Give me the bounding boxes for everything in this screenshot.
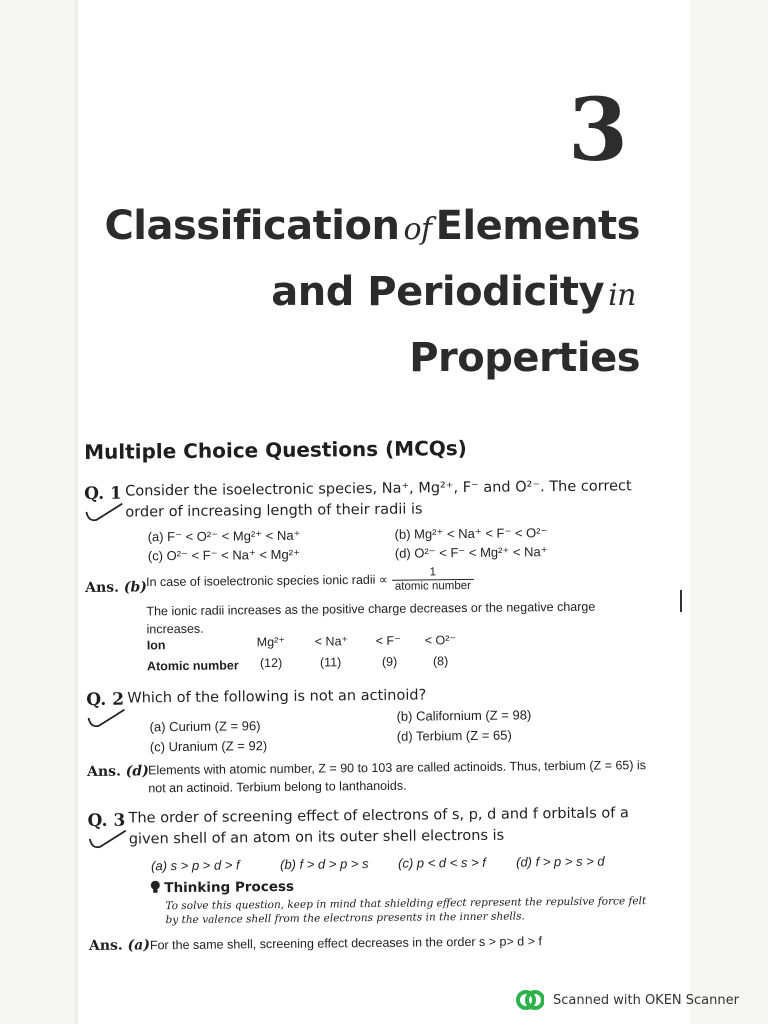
scanner-watermark <box>516 989 739 1011</box>
ion-table <box>147 632 467 675</box>
atomic-number-cell: (12) <box>259 655 283 671</box>
atomic-number-cell: (11) <box>319 655 342 670</box>
question-text-line: The order of screening effect of electrons of s, p, d and f orbitals of a <box>128 805 629 827</box>
ionic-radii-fraction <box>392 566 474 594</box>
ion-cell: < F⁻ <box>375 633 401 648</box>
question-2-option-a: (a) Curium (Z = 96) <box>149 718 261 735</box>
fraction-numerator: 1 <box>392 566 474 581</box>
answer-1-label <box>85 579 147 596</box>
scanner-text: Scanned with OKEN Scanner <box>553 992 739 1008</box>
ion-cell: < Na⁺ <box>314 634 349 649</box>
answer-prefix: Ans. <box>87 763 121 780</box>
lightbulb-icon <box>149 880 161 894</box>
tick-mark-icon <box>84 502 124 524</box>
answer-option: (b) <box>123 579 147 596</box>
ion-header: Ion <box>146 638 166 653</box>
answer-3-text: For the same shell, screening effect decreases in the order s > p> d > f <box>149 934 542 953</box>
chapter-title-word: Elements <box>435 203 640 249</box>
question-text-line: order of increasing length of their radii is <box>125 501 423 521</box>
question-3-text <box>128 803 648 850</box>
fraction-denominator: atomic number <box>394 579 471 593</box>
margin-mark <box>680 590 682 612</box>
tick-mark-icon <box>86 708 126 730</box>
question-3-option-d: (d) f > p > s > d <box>515 853 605 870</box>
answer-1-text <box>146 564 647 638</box>
question-text-line: given shell of an atom on its outer shell electrons is <box>128 827 505 848</box>
section-heading: Multiple Choice Questions (MCQs) <box>84 435 467 464</box>
answer-3-label <box>89 937 150 954</box>
question-number: Q. 3 <box>87 810 126 831</box>
chapter-title-word: and Periodicity <box>271 269 605 315</box>
question-1-text <box>125 476 645 523</box>
tick-mark-icon <box>88 829 128 851</box>
chapter-number: 3 <box>568 80 628 181</box>
ion-cell: < O²⁻ <box>424 633 457 648</box>
answer-prefix: Ans. <box>88 937 123 954</box>
answer-2-text: Elements with atomic number, Z = 90 to 103 are called actinoids. Thus, terbium (Z = 65) is not an actinoid. Terbium belong to lanthanoids. <box>148 758 647 796</box>
question-3-option-c: (c) p < d < s > f <box>397 854 486 871</box>
question-number: Q. 1 <box>84 483 122 504</box>
chapter-title-word: Properties <box>409 335 640 381</box>
question-3-option-b: (b) f > d > p > s <box>280 856 369 872</box>
chapter-title-connector: of <box>403 212 432 247</box>
answer-text: In case of isoelectronic species ionic radii ∝ <box>146 572 388 590</box>
answer-prefix: Ans. <box>85 579 120 596</box>
answer-text: The ionic radii increases as the positive charge decreases or the negative charge increases. <box>146 599 596 637</box>
question-text-line: Consider the isoelectronic species, Na⁺, Mg²⁺, F⁻ and O²⁻. The correct <box>125 478 632 500</box>
answer-option: (a) <box>127 937 151 954</box>
thinking-title-text: Thinking Process <box>164 878 295 897</box>
question-1-label <box>84 484 122 504</box>
question-2-text: Which of the following is not an actinoid? <box>127 687 427 707</box>
answer-option: (d) <box>125 763 149 780</box>
chapter-title <box>80 195 640 390</box>
question-2-option-b: (b) Californium (Z = 98) <box>396 707 532 724</box>
scanner-logo-icon <box>516 989 544 1011</box>
question-number: Q. 2 <box>86 689 125 710</box>
question-2-option-d: (d) Terbium (Z = 65) <box>396 727 512 744</box>
chapter-title-connector: in <box>608 278 636 313</box>
question-1-option-a: (a) F⁻ < O²⁻ < Mg²⁺ < Na⁺ <box>147 527 301 545</box>
question-2-option-c: (c) Uranium (Z = 92) <box>149 738 268 755</box>
question-2-label <box>86 690 124 710</box>
question-3-label <box>88 811 126 831</box>
thinking-process-text: To solve this question, keep in mind that shielding effect represent the repulsive force felt by the valence shell from the electrons presents in the inner shells. <box>165 895 647 927</box>
question-1-option-b: (b) Mg²⁺ < Na⁺ < F⁻ < O²⁻ <box>394 525 548 542</box>
atomic-number-cell: (9) <box>381 654 398 669</box>
question-3-option-a: (a) s > p > d > f <box>151 857 240 874</box>
answer-2-label <box>87 763 149 780</box>
question-1-option-d: (d) O²⁻ < F⁻ < Mg²⁺ < Na⁺ <box>394 544 548 561</box>
ion-cell: Mg²⁺ <box>256 634 285 650</box>
atomic-number-cell: (8) <box>432 654 449 669</box>
atomic-number-header: Atomic number <box>146 658 239 674</box>
chapter-title-word: Classification <box>104 203 400 249</box>
question-1-option-c: (c) O²⁻ < F⁻ < Na⁺ < Mg²⁺ <box>147 546 300 564</box>
thinking-process <box>149 875 649 927</box>
